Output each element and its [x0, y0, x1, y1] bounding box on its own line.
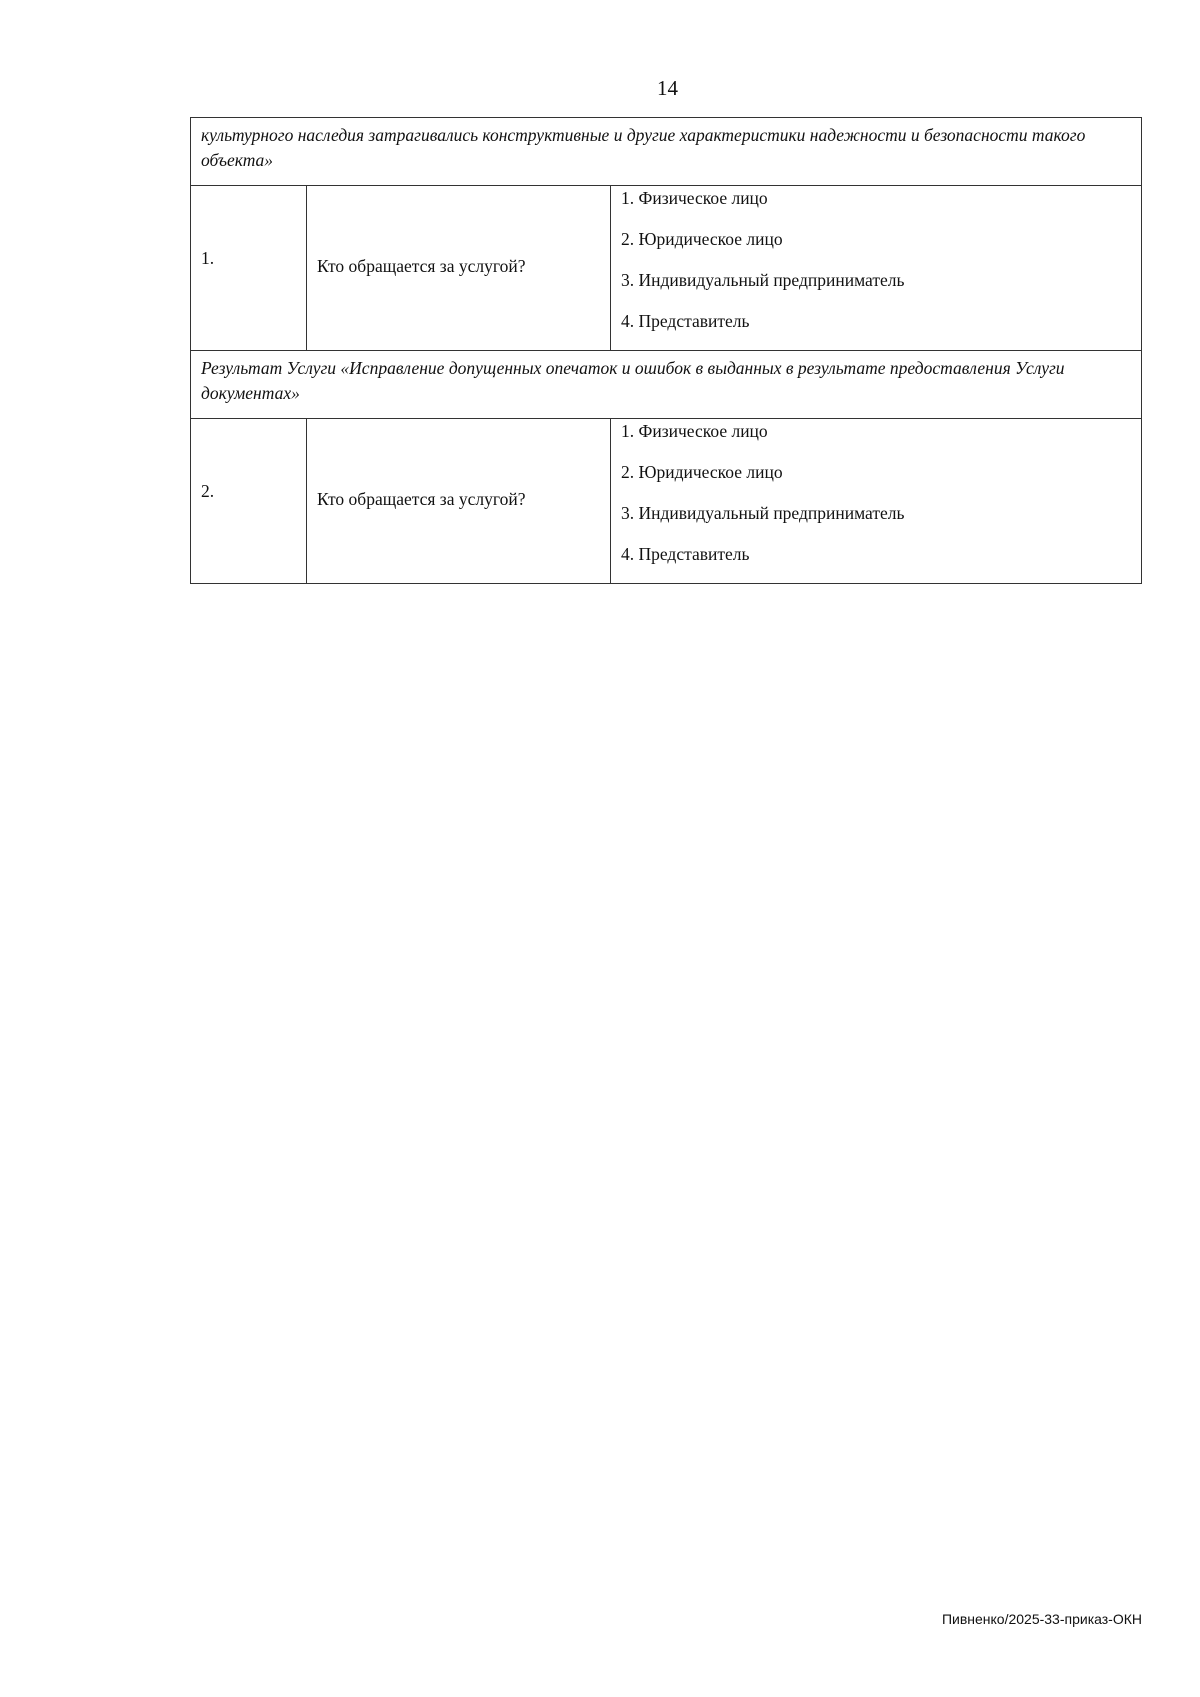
answer-option: 1. Физическое лицо — [621, 421, 768, 441]
question-number-cell — [191, 186, 307, 351]
services-table — [190, 117, 1142, 584]
section-heading: Результат Услуги «Исправление допущенных опечаток и ошибок в выданных в результате предоставления Услуги документах» — [191, 351, 1142, 419]
answer-options-cell — [611, 186, 1142, 351]
answer-options-list — [621, 419, 1141, 583]
question-text: Кто обращается за услугой? — [317, 489, 526, 509]
answer-option: 1. Физическое лицо — [621, 188, 768, 208]
question-row — [191, 419, 1142, 584]
question-number-cell — [191, 419, 307, 584]
section-heading: культурного наследия затрагивались конструктивные и другие характеристики надежности и безопасности такого объекта» — [191, 118, 1142, 186]
answer-option: 2. Юридическое лицо — [621, 229, 783, 249]
question-row — [191, 186, 1142, 351]
answer-option: 3. Индивидуальный предприниматель — [621, 270, 905, 290]
page-number: 14 — [657, 76, 678, 100]
answer-option: 3. Индивидуальный предприниматель — [621, 503, 905, 523]
answer-options-cell — [611, 419, 1142, 584]
question-text-cell — [307, 419, 611, 584]
section-heading-row — [191, 118, 1142, 186]
question-number: 1. — [201, 248, 215, 268]
answer-options-list — [621, 186, 1141, 350]
document-code: Пивненко/2025-33-приказ-ОКН — [941, 1611, 1142, 1627]
answer-option: 4. Представитель — [621, 544, 750, 564]
section-heading-row — [191, 351, 1142, 419]
question-number: 2. — [201, 481, 215, 501]
answer-option: 4. Представитель — [621, 311, 750, 331]
question-text: Кто обращается за услугой? — [317, 256, 526, 276]
answer-option: 2. Юридическое лицо — [621, 462, 783, 482]
question-text-cell — [307, 186, 611, 351]
